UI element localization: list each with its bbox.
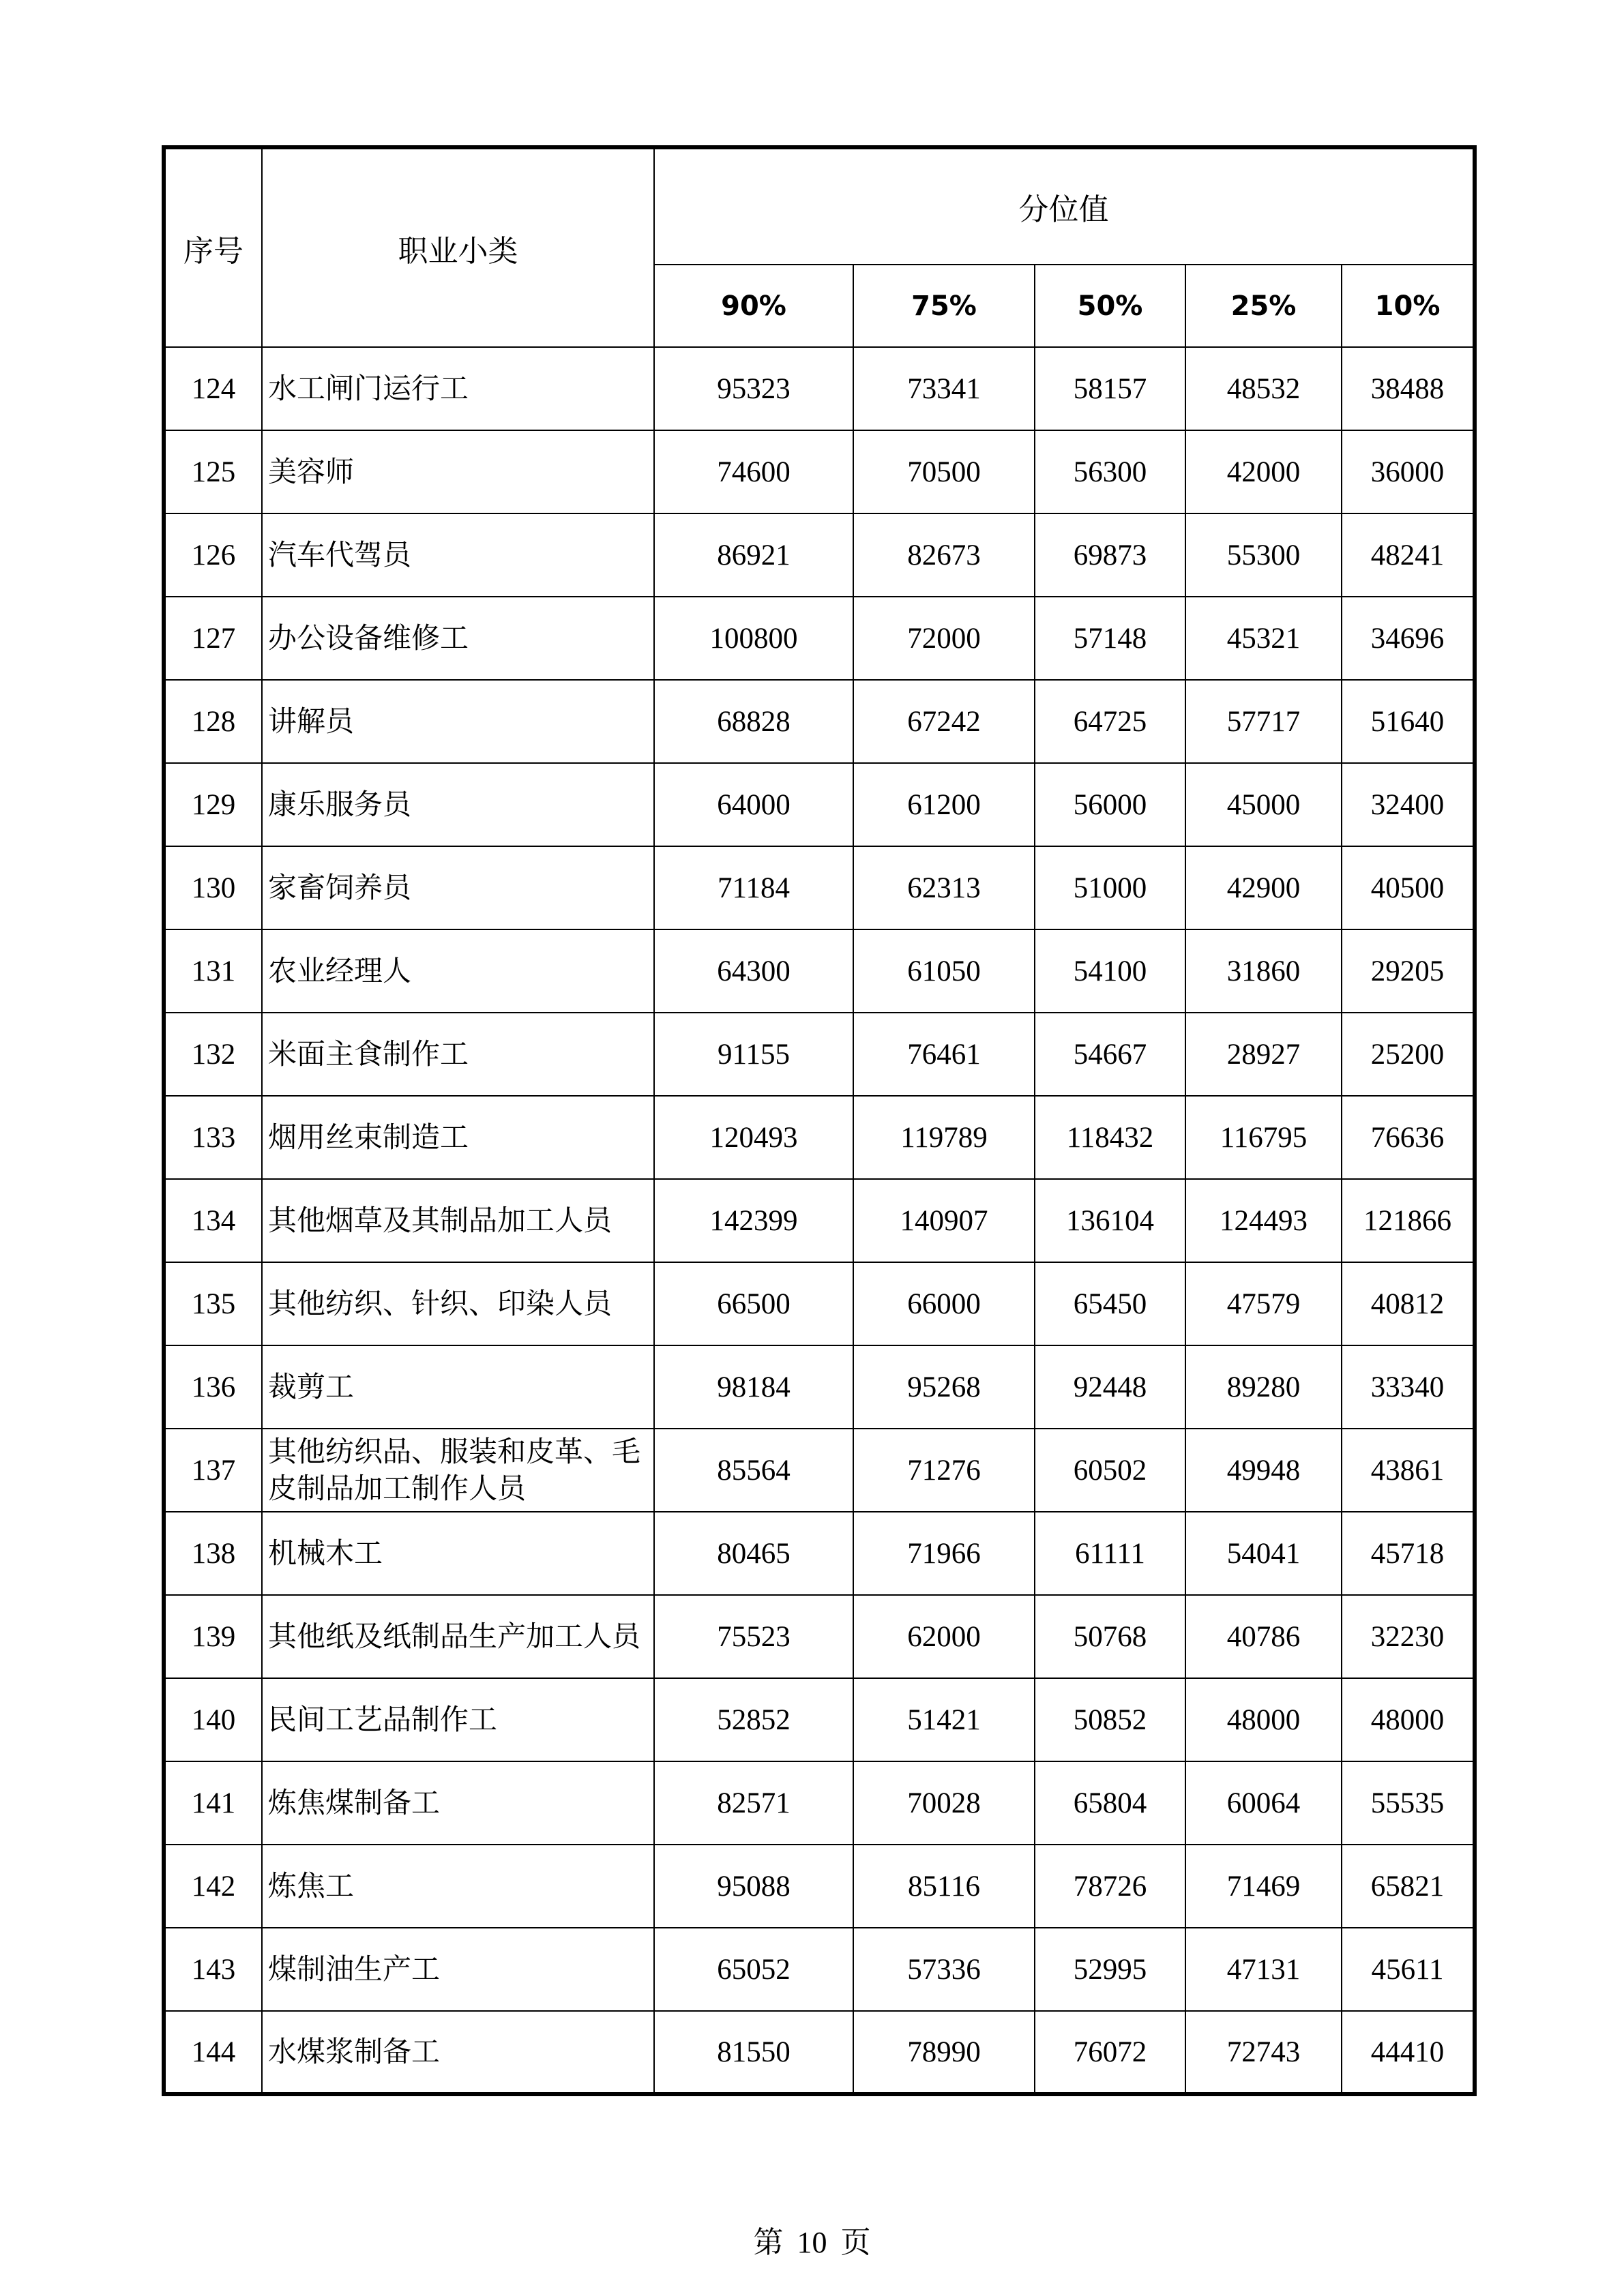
row-seq: 141 (164, 1761, 262, 1845)
value-p25: 124493 (1185, 1179, 1342, 1262)
value-p50: 78726 (1035, 1845, 1185, 1928)
table-row (164, 1429, 1475, 1512)
header-row-top (164, 147, 1475, 265)
value-p90: 81550 (654, 2011, 853, 2094)
value-p75: 78990 (853, 2011, 1035, 2094)
value-p75: 95268 (853, 1345, 1035, 1429)
footer-page-number: 10 (797, 2226, 827, 2259)
value-p10: 34696 (1342, 597, 1475, 680)
value-p25: 42900 (1185, 846, 1342, 929)
value-p10: 51640 (1342, 680, 1475, 763)
row-seq: 124 (164, 347, 262, 430)
value-p25: 28927 (1185, 1013, 1342, 1096)
value-p90: 52852 (654, 1678, 853, 1761)
value-p75: 82673 (853, 513, 1035, 597)
value-p25: 40786 (1185, 1595, 1342, 1678)
table-row (164, 1595, 1475, 1678)
row-seq: 129 (164, 763, 262, 846)
value-p25: 89280 (1185, 1345, 1342, 1429)
value-p10: 43861 (1342, 1429, 1475, 1512)
table-row (164, 513, 1475, 597)
row-occupation: 美容师 (262, 430, 654, 513)
row-occupation: 家畜饲养员 (262, 846, 654, 929)
footer-prefix: 第 (753, 2226, 784, 2259)
header-p10: 10% (1342, 265, 1475, 347)
value-p75: 76461 (853, 1013, 1035, 1096)
table-row (164, 1179, 1475, 1262)
value-p10: 121866 (1342, 1179, 1475, 1262)
value-p10: 40500 (1342, 846, 1475, 929)
value-p90: 95088 (654, 1845, 853, 1928)
row-occupation: 其他纺织品、服装和皮革、毛皮制品加工制作人员 (262, 1429, 654, 1512)
value-p25: 45321 (1185, 597, 1342, 680)
row-occupation: 民间工艺品制作工 (262, 1678, 654, 1761)
value-p50: 61111 (1035, 1512, 1185, 1595)
value-p90: 91155 (654, 1013, 853, 1096)
value-p10: 45718 (1342, 1512, 1475, 1595)
row-seq: 131 (164, 929, 262, 1013)
row-occupation: 炼焦煤制备工 (262, 1761, 654, 1845)
value-p50: 136104 (1035, 1179, 1185, 1262)
value-p25: 116795 (1185, 1096, 1342, 1179)
table-row (164, 1262, 1475, 1345)
value-p75: 51421 (853, 1678, 1035, 1761)
row-seq: 143 (164, 1928, 262, 2011)
value-p50: 69873 (1035, 513, 1185, 597)
page-footer (0, 2218, 1624, 2261)
row-occupation: 烟用丝束制造工 (262, 1096, 654, 1179)
table-row (164, 1845, 1475, 1928)
header-p25: 25% (1185, 265, 1342, 347)
header-occupation: 职业小类 (262, 147, 654, 347)
row-seq: 127 (164, 597, 262, 680)
value-p90: 64000 (654, 763, 853, 846)
value-p10: 38488 (1342, 347, 1475, 430)
value-p75: 57336 (853, 1928, 1035, 2011)
value-p25: 55300 (1185, 513, 1342, 597)
value-p50: 64725 (1035, 680, 1185, 763)
value-p25: 48000 (1185, 1678, 1342, 1761)
row-seq: 142 (164, 1845, 262, 1928)
value-p25: 54041 (1185, 1512, 1342, 1595)
value-p90: 100800 (654, 597, 853, 680)
row-occupation: 水煤浆制备工 (262, 2011, 654, 2094)
value-p75: 72000 (853, 597, 1035, 680)
row-occupation: 水工闸门运行工 (262, 347, 654, 430)
value-p90: 86921 (654, 513, 853, 597)
row-seq: 140 (164, 1678, 262, 1761)
value-p75: 61200 (853, 763, 1035, 846)
value-p10: 44410 (1342, 2011, 1475, 2094)
row-seq: 138 (164, 1512, 262, 1595)
value-p90: 71184 (654, 846, 853, 929)
table-row (164, 430, 1475, 513)
value-p10: 55535 (1342, 1761, 1475, 1845)
value-p75: 119789 (853, 1096, 1035, 1179)
value-p25: 31860 (1185, 929, 1342, 1013)
value-p90: 68828 (654, 680, 853, 763)
row-seq: 132 (164, 1013, 262, 1096)
value-p90: 120493 (654, 1096, 853, 1179)
value-p75: 62313 (853, 846, 1035, 929)
value-p90: 64300 (654, 929, 853, 1013)
value-p50: 65450 (1035, 1262, 1185, 1345)
value-p50: 56300 (1035, 430, 1185, 513)
table-row (164, 680, 1475, 763)
value-p10: 48241 (1342, 513, 1475, 597)
value-p50: 50852 (1035, 1678, 1185, 1761)
footer-suffix: 页 (840, 2226, 871, 2259)
row-seq: 139 (164, 1595, 262, 1678)
value-p50: 92448 (1035, 1345, 1185, 1429)
table-row (164, 763, 1475, 846)
value-p10: 45611 (1342, 1928, 1475, 2011)
table-row (164, 1096, 1475, 1179)
value-p75: 66000 (853, 1262, 1035, 1345)
value-p90: 75523 (654, 1595, 853, 1678)
value-p25: 49948 (1185, 1429, 1342, 1512)
row-occupation: 机械木工 (262, 1512, 654, 1595)
value-p25: 47131 (1185, 1928, 1342, 2011)
table-row (164, 597, 1475, 680)
header-p90: 90% (654, 265, 853, 347)
value-p90: 65052 (654, 1928, 853, 2011)
value-p25: 60064 (1185, 1761, 1342, 1845)
value-p50: 76072 (1035, 2011, 1185, 2094)
table-row (164, 1345, 1475, 1429)
value-p50: 56000 (1035, 763, 1185, 846)
value-p90: 66500 (654, 1262, 853, 1345)
value-p50: 65804 (1035, 1761, 1185, 1845)
value-p50: 60502 (1035, 1429, 1185, 1512)
row-occupation: 讲解员 (262, 680, 654, 763)
table-row (164, 929, 1475, 1013)
value-p75: 70500 (853, 430, 1035, 513)
value-p25: 57717 (1185, 680, 1342, 763)
value-p75: 71276 (853, 1429, 1035, 1512)
row-occupation: 其他纸及纸制品生产加工人员 (262, 1595, 654, 1678)
row-occupation: 农业经理人 (262, 929, 654, 1013)
value-p25: 72743 (1185, 2011, 1342, 2094)
table-row (164, 1678, 1475, 1761)
row-occupation: 煤制油生产工 (262, 1928, 654, 2011)
row-occupation: 其他纺织、针织、印染人员 (262, 1262, 654, 1345)
value-p50: 54100 (1035, 929, 1185, 1013)
row-seq: 126 (164, 513, 262, 597)
value-p10: 32230 (1342, 1595, 1475, 1678)
row-occupation: 康乐服务员 (262, 763, 654, 846)
table-row (164, 1013, 1475, 1096)
value-p50: 58157 (1035, 347, 1185, 430)
table-row (164, 846, 1475, 929)
value-p75: 67242 (853, 680, 1035, 763)
value-p75: 71966 (853, 1512, 1035, 1595)
value-p90: 95323 (654, 347, 853, 430)
header-p50: 50% (1035, 265, 1185, 347)
value-p50: 57148 (1035, 597, 1185, 680)
value-p90: 142399 (654, 1179, 853, 1262)
value-p10: 65821 (1342, 1845, 1475, 1928)
row-seq: 135 (164, 1262, 262, 1345)
table-row (164, 1512, 1475, 1595)
row-seq: 136 (164, 1345, 262, 1429)
row-occupation: 米面主食制作工 (262, 1013, 654, 1096)
value-p75: 140907 (853, 1179, 1035, 1262)
value-p50: 51000 (1035, 846, 1185, 929)
row-occupation: 其他烟草及其制品加工人员 (262, 1179, 654, 1262)
row-seq: 144 (164, 2011, 262, 2094)
value-p25: 71469 (1185, 1845, 1342, 1928)
value-p50: 54667 (1035, 1013, 1185, 1096)
value-p10: 32400 (1342, 763, 1475, 846)
value-p10: 25200 (1342, 1013, 1475, 1096)
value-p90: 85564 (654, 1429, 853, 1512)
value-p50: 52995 (1035, 1928, 1185, 2011)
table-row (164, 347, 1475, 430)
value-p25: 47579 (1185, 1262, 1342, 1345)
table-row (164, 2011, 1475, 2094)
value-p75: 62000 (853, 1595, 1035, 1678)
value-p75: 73341 (853, 347, 1035, 430)
row-occupation: 炼焦工 (262, 1845, 654, 1928)
value-p75: 85116 (853, 1845, 1035, 1928)
row-occupation: 办公设备维修工 (262, 597, 654, 680)
value-p90: 74600 (654, 430, 853, 513)
value-p10: 29205 (1342, 929, 1475, 1013)
value-p25: 42000 (1185, 430, 1342, 513)
row-seq: 125 (164, 430, 262, 513)
row-seq: 128 (164, 680, 262, 763)
value-p75: 70028 (853, 1761, 1035, 1845)
row-seq: 133 (164, 1096, 262, 1179)
wage-table (162, 145, 1477, 2096)
value-p10: 48000 (1342, 1678, 1475, 1761)
value-p10: 76636 (1342, 1096, 1475, 1179)
table-row (164, 1761, 1475, 1845)
value-p90: 82571 (654, 1761, 853, 1845)
value-p90: 98184 (654, 1345, 853, 1429)
row-occupation: 汽车代驾员 (262, 513, 654, 597)
row-seq: 130 (164, 846, 262, 929)
value-p25: 48532 (1185, 347, 1342, 430)
value-p50: 118432 (1035, 1096, 1185, 1179)
table-row (164, 1928, 1475, 2011)
value-p50: 50768 (1035, 1595, 1185, 1678)
row-seq: 134 (164, 1179, 262, 1262)
table-body (164, 347, 1475, 2094)
value-p10: 36000 (1342, 430, 1475, 513)
value-p90: 80465 (654, 1512, 853, 1595)
header-quantile-group: 分位值 (654, 147, 1475, 265)
value-p10: 33340 (1342, 1345, 1475, 1429)
value-p10: 40812 (1342, 1262, 1475, 1345)
row-seq: 137 (164, 1429, 262, 1512)
value-p25: 45000 (1185, 763, 1342, 846)
value-p75: 61050 (853, 929, 1035, 1013)
header-seq: 序号 (164, 147, 262, 347)
header-p75: 75% (853, 265, 1035, 347)
row-occupation: 裁剪工 (262, 1345, 654, 1429)
